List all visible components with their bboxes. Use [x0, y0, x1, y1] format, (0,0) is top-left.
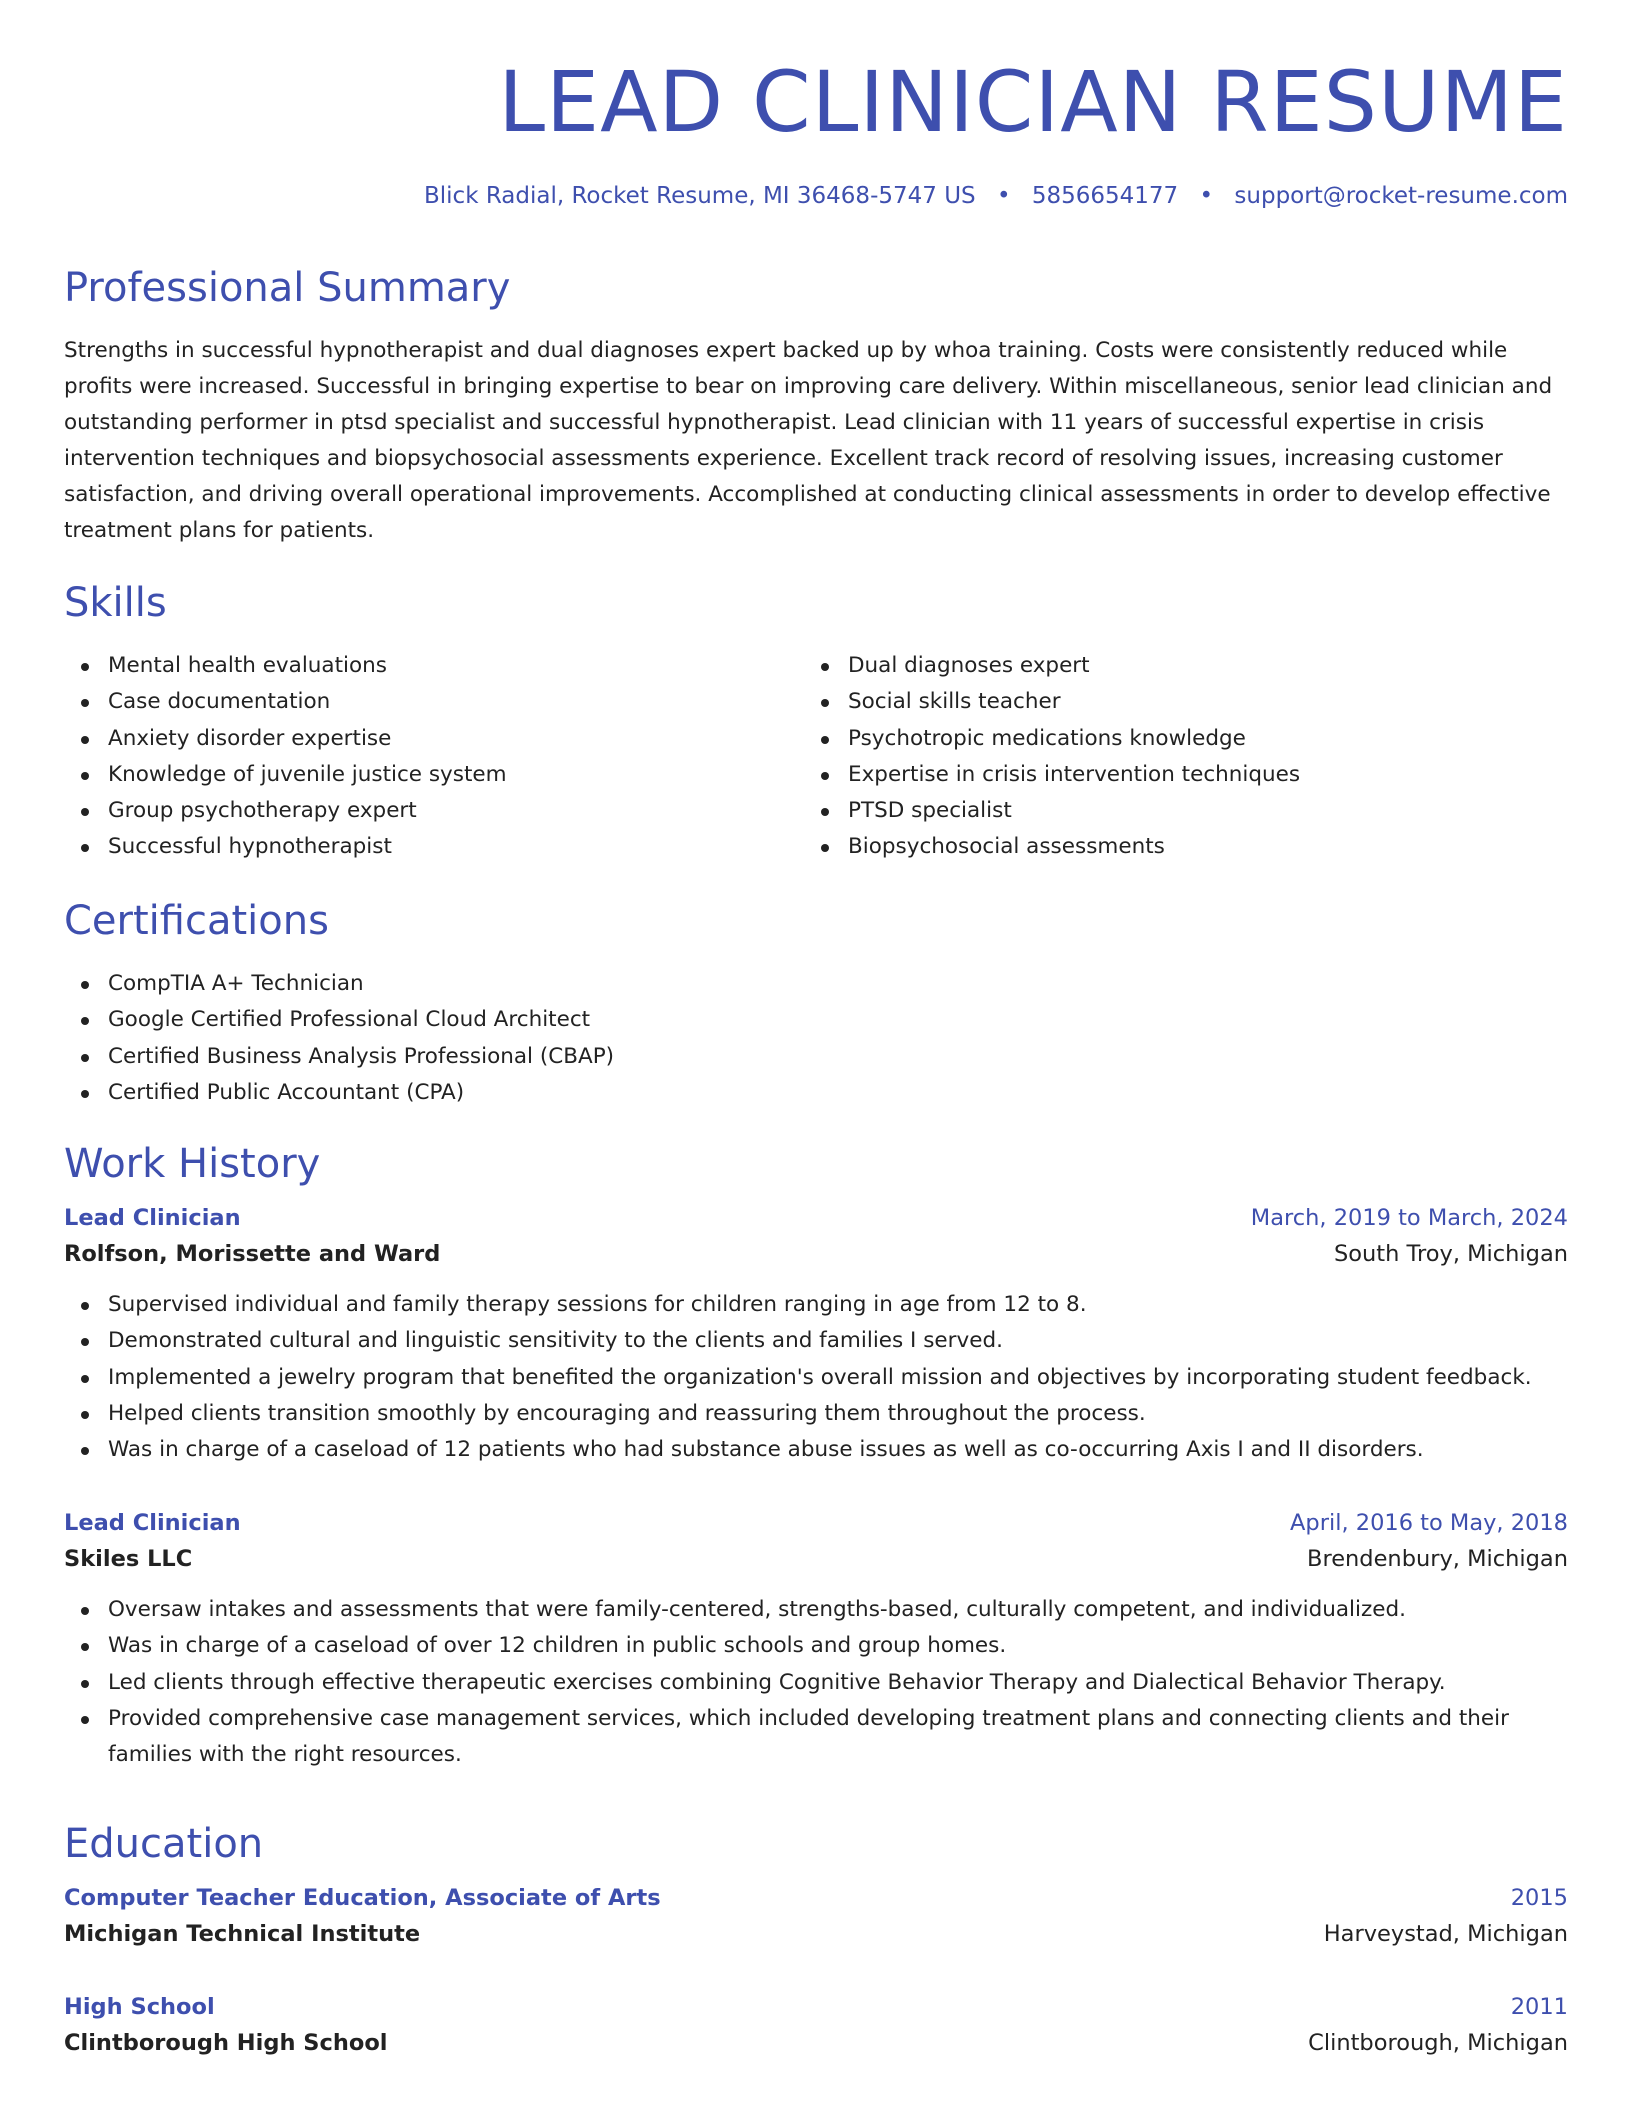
education-degree: High School	[64, 1994, 215, 2020]
education-heading: Education	[64, 1821, 264, 1867]
education-entry	[64, 1991, 1568, 2063]
job-dates: April, 2016 to May, 2018	[1290, 1510, 1568, 1536]
contact-email: support@rocket-resume.com	[1234, 183, 1568, 209]
job-role: Lead Clinician	[64, 1510, 241, 1536]
contact-separator: •	[1199, 183, 1214, 209]
job-entry	[64, 1507, 1568, 1773]
job-bullet: Was in charge of a caseload of 12 patients who had substance abuse issues as well as co-occurring Axis I and II disorders.	[64, 1432, 1568, 1468]
certifications-heading: Certifications	[64, 898, 329, 944]
skill-item: Social skills teacher	[804, 684, 1544, 720]
education-location: Clintborough, Michigan	[1308, 2030, 1568, 2056]
skill-item: Anxiety disorder expertise	[64, 721, 804, 757]
job-bullets	[64, 1287, 1568, 1468]
job-company: Skiles LLC	[64, 1546, 193, 1572]
contact-phone: 5856654177	[1031, 183, 1179, 209]
job-entry	[64, 1202, 1568, 1468]
job-bullet: Provided comprehensive case management services, which included developing treatment plans and connecting clients and their families with the right resources.	[64, 1701, 1568, 1774]
skill-item: Group psychotherapy expert	[64, 793, 804, 829]
contact-separator: •	[996, 183, 1011, 209]
education-year: 2011	[1510, 1994, 1568, 2020]
summary-text: Strengths in successful hypnotherapist and dual diagnoses expert backed up by whoa training. Costs were consistently reduced while profits were increased. Successful in bringing expertise to bear on improving care delivery. Within miscellaneous, senior lead clinician and outstanding performer in ptsd specialist and successful hypnotherapist. Lead clinician with 11 years of successful expertise in crisis intervention techniques and biopsychosocial assessments experience. Excellent track record of resolving issues, increasing customer satisfaction, and driving overall operational improvements. Accomplished at conducting clinical assessments in order to develop effective treatment plans for patients.	[64, 338, 1553, 543]
job-bullet: Demonstrated cultural and linguistic sensitivity to the clients and families I served.	[64, 1323, 1568, 1359]
certification-item: Certified Business Analysis Professional (CBAP)	[64, 1039, 1568, 1075]
job-bullet: Was in charge of a caseload of over 12 children in public schools and group homes.	[64, 1628, 1568, 1664]
contact-address: Blick Radial, Rocket Resume, MI 36468-5747 US	[423, 183, 976, 209]
work-history-heading: Work History	[64, 1141, 321, 1187]
skill-item: Biopsychosocial assessments	[804, 829, 1544, 865]
job-company: Rolfson, Morissette and Ward	[64, 1241, 441, 1267]
skill-item: Successful hypnotherapist	[64, 829, 804, 865]
job-bullets	[64, 1592, 1568, 1773]
skills-column-right	[804, 648, 1544, 866]
education-school: Clintborough High School	[64, 2030, 388, 2056]
job-bullet: Implemented a jewelry program that benefited the organization's overall mission and objectives by incorporating student feedback.	[64, 1360, 1568, 1396]
education-location: Harveystad, Michigan	[1323, 1921, 1568, 1947]
skill-item: Mental health evaluations	[64, 648, 804, 684]
job-bullet: Supervised individual and family therapy sessions for children ranging in age from 12 to 8.	[64, 1287, 1568, 1323]
certifications-list	[64, 966, 1568, 1111]
resume-title: LEAD CLINICIAN RESUME	[498, 53, 1568, 151]
skills-column-left	[64, 648, 804, 866]
certification-item: Google Certified Professional Cloud Architect	[64, 1002, 1568, 1038]
job-bullet: Oversaw intakes and assessments that were family-centered, strengths-based, culturally competent, and individualized.	[64, 1592, 1568, 1628]
skills-list	[64, 648, 1568, 866]
skill-item: Expertise in crisis intervention techniques	[804, 757, 1544, 793]
education-school: Michigan Technical Institute	[64, 1921, 421, 1947]
skill-item: Knowledge of juvenile justice system	[64, 757, 804, 793]
job-dates: March, 2019 to March, 2024	[1250, 1205, 1568, 1231]
skill-item: Dual diagnoses expert	[804, 648, 1544, 684]
education-entry	[64, 1882, 1568, 1954]
skill-item: Psychotropic medications knowledge	[804, 721, 1544, 757]
skills-heading: Skills	[64, 580, 167, 626]
contact-line	[424, 180, 1568, 212]
job-role: Lead Clinician	[64, 1205, 241, 1231]
job-location: South Troy, Michigan	[1334, 1241, 1568, 1267]
skill-item: PTSD specialist	[804, 793, 1544, 829]
certification-item: Certified Public Accountant (CPA)	[64, 1075, 1568, 1111]
job-bullet: Helped clients transition smoothly by encouraging and reassuring them throughout the process.	[64, 1396, 1568, 1432]
summary-heading: Professional Summary	[64, 265, 511, 311]
skill-item: Case documentation	[64, 684, 804, 720]
job-bullet: Led clients through effective therapeutic exercises combining Cognitive Behavior Therapy and Dialectical Behavior Therapy.	[64, 1665, 1568, 1701]
education-degree: Computer Teacher Education, Associate of Arts	[64, 1885, 661, 1911]
certification-item: CompTIA A+ Technician	[64, 966, 1568, 1002]
job-location: Brendenbury, Michigan	[1307, 1546, 1568, 1572]
education-year: 2015	[1510, 1885, 1568, 1911]
